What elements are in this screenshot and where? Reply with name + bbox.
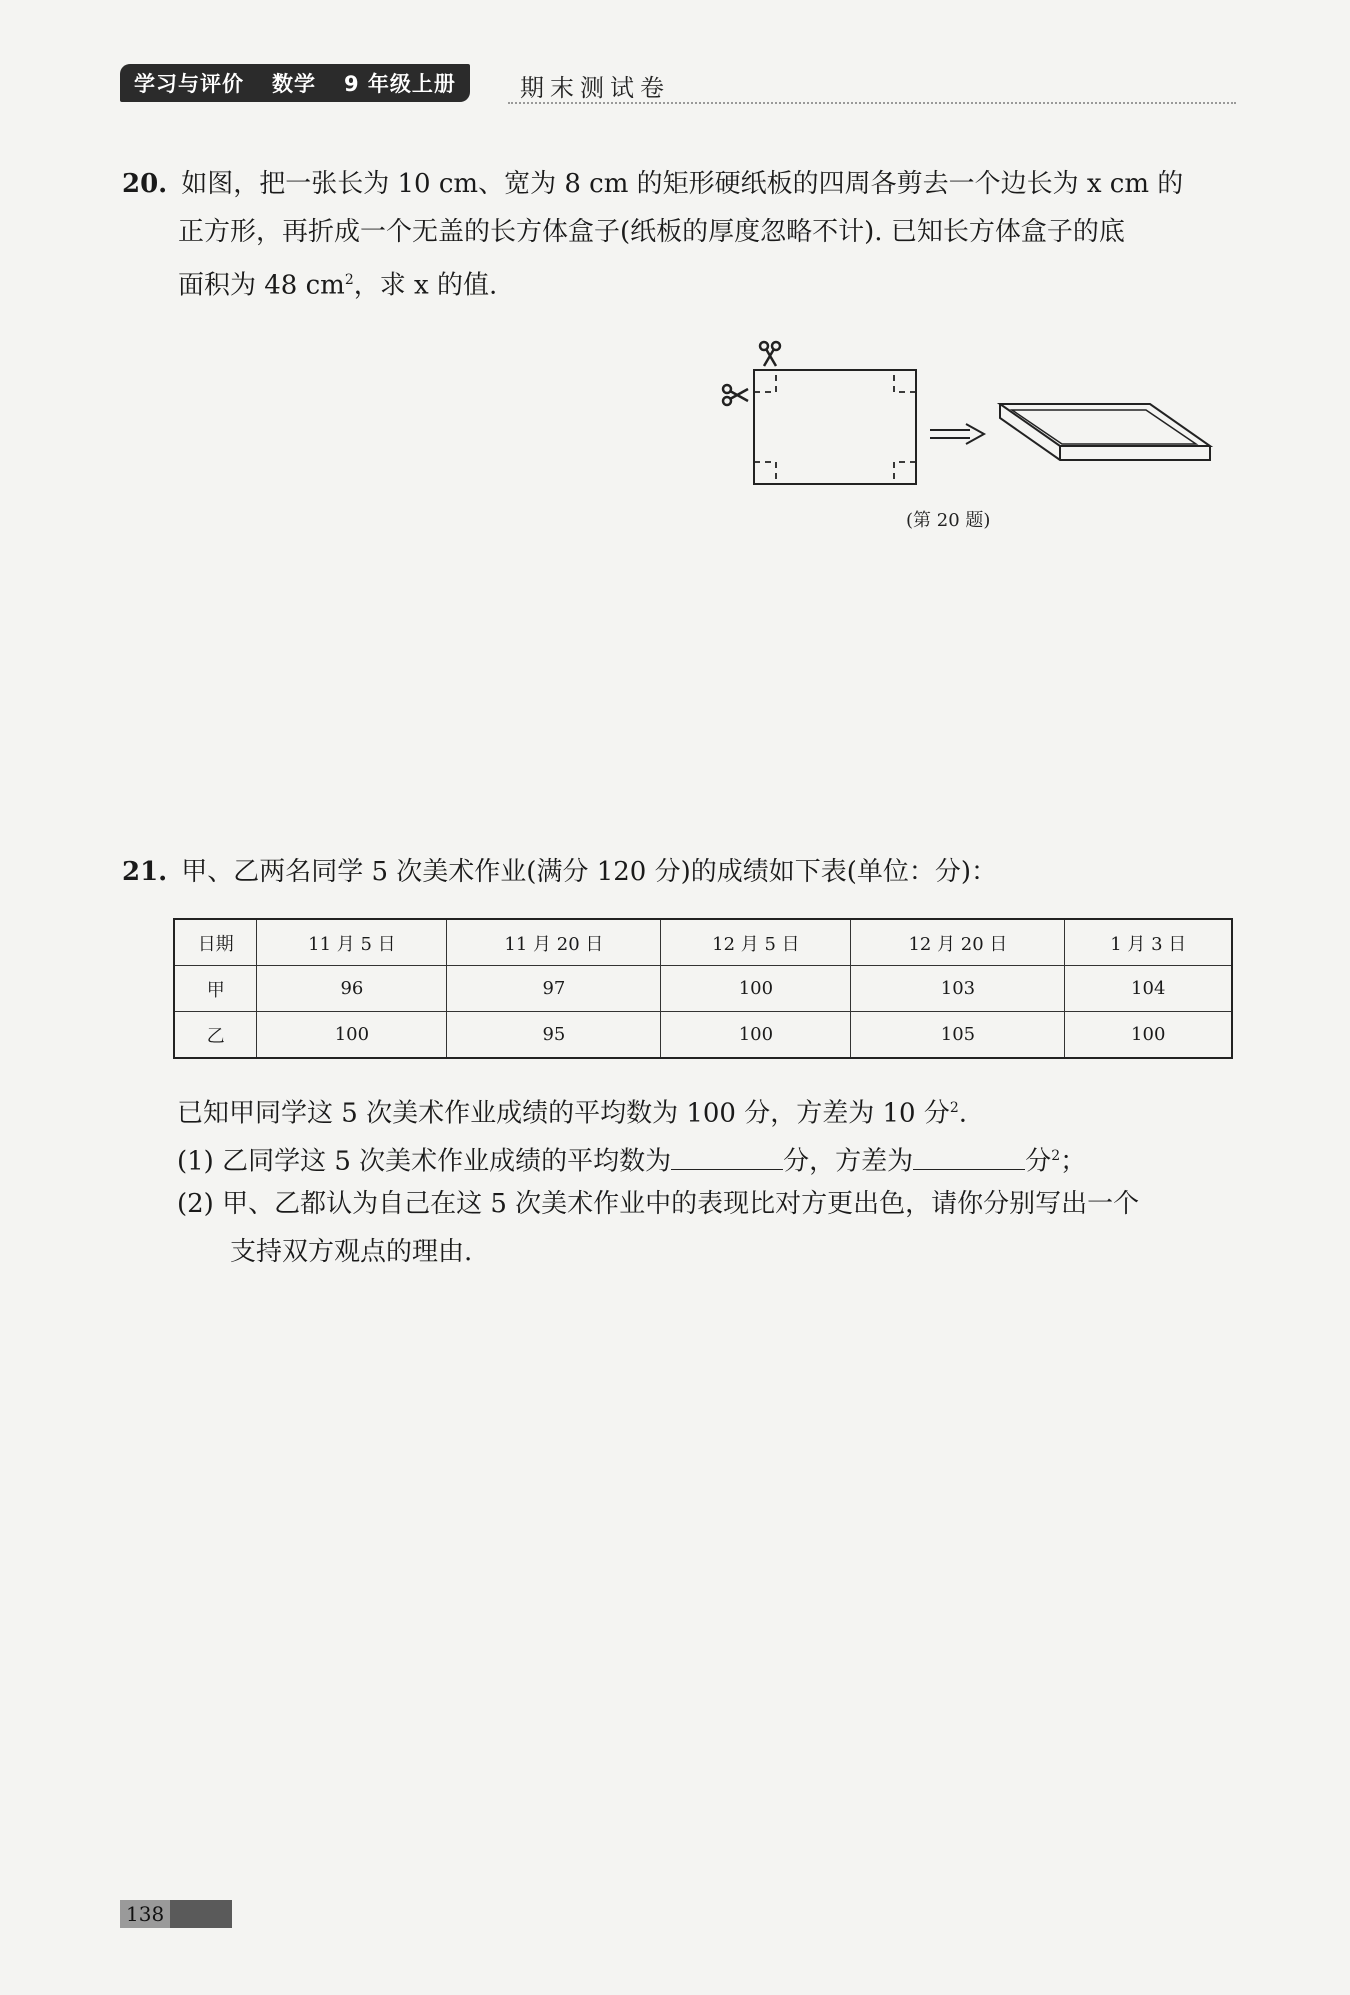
table-cell: 乙	[174, 1012, 257, 1059]
table-cell: 96	[257, 966, 447, 1012]
table-header-cell: 12 月 20 日	[851, 919, 1065, 966]
header-grade: 9 年级上册	[344, 72, 456, 96]
figure-caption: (第 20 题)	[906, 510, 991, 531]
superscript: 2	[344, 272, 354, 288]
table-cell: 100	[661, 966, 851, 1012]
answer-blank-variance[interactable]	[913, 1139, 1025, 1170]
table-cell: 100	[257, 1012, 447, 1059]
given-statement	[177, 1084, 1237, 1138]
table-header-cell: 12 月 5 日	[661, 919, 851, 966]
score-table	[173, 918, 1233, 1059]
scissors-icon-left	[723, 385, 748, 405]
question-20-text-3a: 面积为 48 cm	[178, 270, 345, 301]
table-cell: 甲	[174, 966, 257, 1012]
question-20-text-1: 如图，把一张长为 10 cm、宽为 8 cm 的矩形硬纸板的四周各剪去一个边长为 x cm 的	[181, 169, 1184, 199]
table-cell: 105	[851, 1012, 1065, 1059]
header-series: 学习与评价	[134, 72, 244, 96]
question-number: 21.	[122, 857, 168, 887]
part-1-text-d: ；	[1060, 1146, 1087, 1177]
table-header-row	[174, 919, 1232, 966]
scissors-icon-top	[760, 342, 780, 366]
question-21-text: 甲、乙两名同学 5 次美术作业(满分 120 分)的成绩如下表(单位：分)：	[181, 857, 998, 887]
cut-lines	[754, 370, 916, 484]
part-1-text-a: (1) 乙同学这 5 次美术作业成绩的平均数为	[177, 1146, 672, 1177]
table-header-cell: 1 月 3 日	[1065, 919, 1232, 966]
table-cell: 104	[1065, 966, 1232, 1012]
table-row	[174, 966, 1232, 1012]
open-box-icon	[1000, 404, 1210, 460]
table-cell: 100	[661, 1012, 851, 1059]
question-20-text-3b: ，求 x 的值.	[353, 270, 498, 301]
part-1-text-b: 分，方差为	[783, 1146, 914, 1177]
superscript: 2	[1051, 1148, 1061, 1164]
table-cell: 95	[447, 1012, 661, 1059]
table-header-cell: 11 月 5 日	[257, 919, 447, 966]
superscript: 2	[949, 1100, 959, 1116]
table-header-cell: 日期	[174, 919, 257, 966]
part-2-line-2: 支持双方观点的理由.	[230, 1237, 473, 1267]
page-number-badge	[120, 1900, 232, 1928]
part-1-text-c: 分	[1025, 1146, 1052, 1177]
arrow-icon	[930, 424, 984, 444]
question-number: 20.	[122, 169, 168, 199]
table-cell: 103	[851, 966, 1065, 1012]
table-header-cell: 11 月 20 日	[447, 919, 661, 966]
header-section-title: 期末测试卷	[520, 74, 670, 102]
page-number: 138	[120, 1900, 170, 1928]
question-20-line2: 正方形，再折成一个无盖的长方体盒子(纸板的厚度忽略不计). 已知长方体盒子的底	[178, 217, 1125, 247]
given-text: 已知甲同学这 5 次美术作业成绩的平均数为 100 分，方差为 10 分	[177, 1098, 950, 1129]
header-subject: 数学	[272, 72, 316, 96]
part-1	[177, 1132, 1237, 1186]
answer-blank-mean[interactable]	[671, 1139, 783, 1170]
given-text-end: .	[958, 1098, 968, 1129]
table-cell: 100	[1065, 1012, 1232, 1059]
box-folding-figure	[0, 0, 1350, 520]
part-2-line-1: (2) 甲、乙都认为自己在这 5 次美术作业中的表现比对方更出色，请你分别写出一个	[177, 1189, 1140, 1219]
table-cell: 97	[447, 966, 661, 1012]
question-21	[122, 848, 1232, 896]
cardboard-rectangle	[754, 370, 916, 484]
table-row	[174, 1012, 1232, 1059]
